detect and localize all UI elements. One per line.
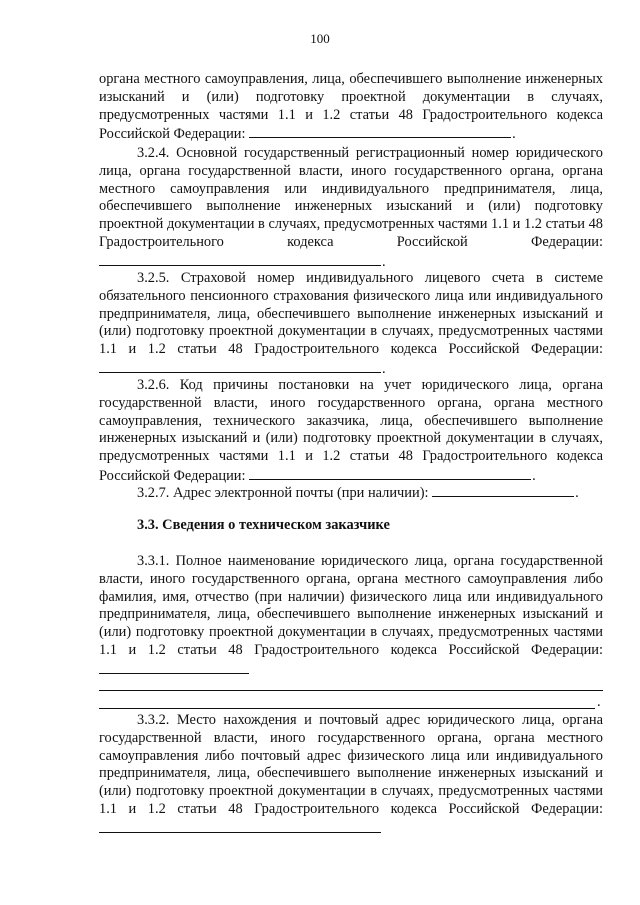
paragraph-text: 3.2.5. Страховой номер индивидуального лицевого счета в системе обязательного пенсионного страхования физического лица или индивидуального предпринимателя, лица, обеспечившего выполнение инженерных изысканий и (или) подготовку проектной документации в случаях, предусмотренных частями 1.1 и 1.2 статьи 48 Градостроительного кодекса Российской Федерации: — [99, 270, 603, 358]
line-end: . — [382, 253, 386, 270]
line-end: . — [512, 126, 516, 143]
paragraph-text: 3.2.6. Код причины постановки на учет юридического лица, органа государственной власти, иного государственного органа, органа местного самоуправления, технического заказчика, лица, обеспечившего выполнение инженерных изысканий и (или) подготовку проектной документации в случаях, предусмотренных частями 1.1 и 1.2 статьи 48 Градостроительного кодекса Российской Федерации: — [99, 377, 603, 484]
paragraph-text: 3.2.7. Адрес электронной почты (при наличии): — [137, 485, 429, 501]
paragraph-text: 3.3.1. Полное наименование юридического лица, органа государственной власти, иного государственного органа, органа местного самоуправления либо фамилия, имя, отчество (при наличии) физического лица или индивидуального предпринимателя, лица, обеспечившего выполнение инженерных изысканий и (или) подготовку проектной документации в случаях, предусмотренных частями 1.1 и 1.2 статьи 48 Градостроительного кодекса Российской Федерации: — [99, 553, 603, 658]
line-end: . — [575, 485, 579, 501]
fill-in-line — [249, 124, 511, 138]
page-number: 100 — [310, 31, 330, 46]
paragraph-3-2-7 — [99, 483, 603, 503]
paragraph-text: 3.2.4. Основной государственный регистрационный номер юридического лица, органа государственной власти, иного государственного органа, органа местного самоуправления или индивидуального предпринимателя, лица, обеспечившего выполнение инженерных изысканий и (или) подготовку проектной документации в случаях, предусмотренных частями 1.1 и 1.2 статьи 48 Градостроительного кодекса Российской Федерации: — [99, 145, 603, 250]
line-end: . — [382, 360, 386, 377]
line-end: . — [532, 467, 536, 484]
fill-in-line — [99, 819, 381, 833]
paragraph-continuation — [99, 71, 603, 144]
fill-in-line — [99, 660, 249, 674]
paragraph-text: органа местного самоуправления, лица, обеспечившего выполнение инженерных изысканий и (или) подготовку проектной документации в случаях, предусмотренных частями 1.1 и 1.2 статьи 48 Градостроительного кодекса Российской Федерации: — [99, 71, 603, 143]
fill-in-line — [249, 466, 531, 480]
paragraph-3-2-4 — [99, 145, 603, 272]
fill-in-line — [432, 483, 574, 497]
section-heading: 3.3. Сведения о техническом заказчике — [137, 517, 390, 533]
line-end: . — [597, 694, 601, 710]
fill-in-line — [99, 708, 595, 709]
paragraph-3-2-6 — [99, 377, 603, 486]
fill-in-line — [99, 690, 603, 691]
paragraph-3-3-1 — [99, 553, 603, 680]
paragraph-3-2-5 — [99, 270, 603, 379]
paragraph-3-3-2 — [99, 712, 603, 839]
fill-in-line — [99, 252, 381, 266]
fill-in-line — [99, 359, 381, 373]
paragraph-text: 3.3.2. Место нахождения и почтовый адрес юридического лица, органа государственной власти, иного государственного органа, органа местного самоуправления либо почтовый адрес физического лица или индивидуального предпринимателя, лица, обеспечившего выполнение инженерных изысканий и (или) подготовку проектной документации в случаях, предусмотренных частями 1.1 и 1.2 статьи 48 Градостроительного кодекса Российской Федерации: — [99, 712, 603, 817]
